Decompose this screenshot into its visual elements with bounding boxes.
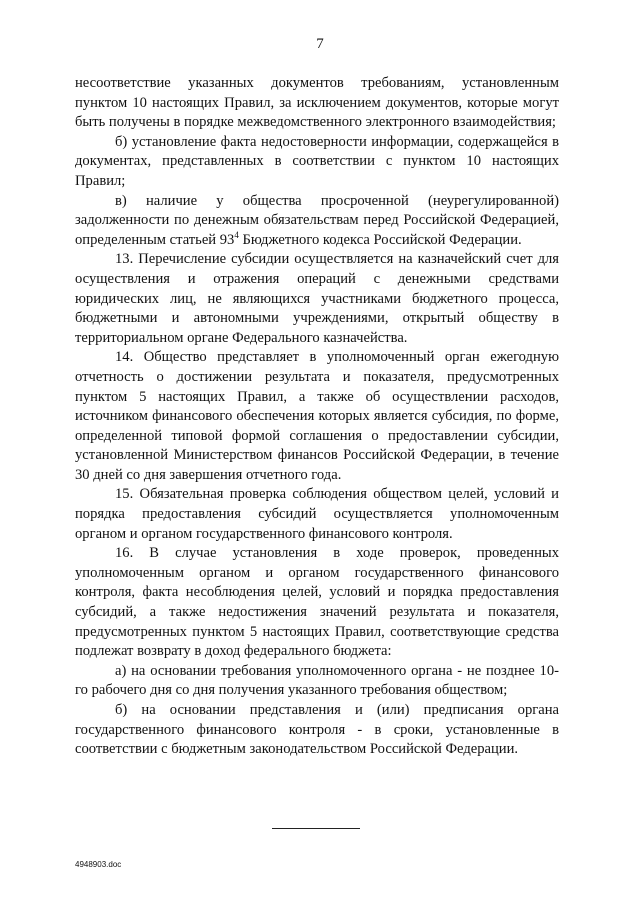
article-superscript: 4 <box>234 229 239 240</box>
end-separator-line <box>272 828 360 829</box>
paragraph-item-v-text: в) наличие у общества просроченной (неурегулированной) задолженности по денежным обязательствам перед Российской Федерацией, определенным статьей 93 <box>75 192 559 248</box>
paragraph-continuation: несоответствие указанных документов требованиям, установленным пунктом 10 настоящих Правил, за исключением документов, которые могут быть получены в порядке межведомственного электронного взаимодействия; <box>75 75 559 131</box>
paragraph-13: 13. Перечисление субсидии осуществляется на казначейский счет для осуществления и отражения операций с денежными средствами юридических лиц, не являющихся участниками бюджетного процесса, бюджетными и автономными учреждениями, открытый обществу в территориальном органе Федерального казначейства. <box>75 251 559 346</box>
paragraph-16-item-b: б) на основании представления и (или) предписания органа государственного финансового контроля - в сроки, установленные в соответствии с бюджетным законодательством Российской Федерации. <box>75 702 559 758</box>
paragraph-item-v-tail: Бюджетного кодекса Российской Федерации. <box>238 231 522 248</box>
paragraph-15: 15. Обязательная проверка соблюдения обществом целей, условий и порядка предоставления субсидий осуществляется уполномоченным органом и органом государственного финансового контроля. <box>75 486 559 542</box>
page-number: 7 <box>316 36 324 52</box>
document-body <box>75 74 559 760</box>
paragraph-item-b: б) установление факта недостоверности информации, содержащейся в документах, представленных в соответствии с пунктом 10 настоящих Правил; <box>75 133 559 189</box>
paragraph-16: 16. В случае установления в ходе проверок, проведенных уполномоченным органом и органом государственного финансового контроля, факта несоблюдения целей, условий и порядка предоставления субсидий, а также недостижения значений результата и показателя, предусмотренных пунктом 5 настоящих Правил, соответствующие средства подлежат возврату в доход федерального бюджета: <box>75 545 559 660</box>
paragraph-14: 14. Общество представляет в уполномоченный орган ежегодную отчетность о достижении результата и показателя, предусмотренных пунктом 5 настоящих Правил, а также об осуществлении расходов, источником финансового обеспечения которых является субсидия, по форме, определенной типовой формой соглашения о предоставлении субсидии, установленной Министерством финансов Российской Федерации, в течение 30 дней со дня завершения отчетного года. <box>75 349 559 483</box>
paragraph-item-v <box>75 192 559 251</box>
footer-file-name: 4948903.doc <box>75 860 122 869</box>
paragraph-16-item-a: а) на основании требования уполномоченного органа - не позднее 10-го рабочего дня со дня получения указанного требования обществом; <box>75 662 559 699</box>
